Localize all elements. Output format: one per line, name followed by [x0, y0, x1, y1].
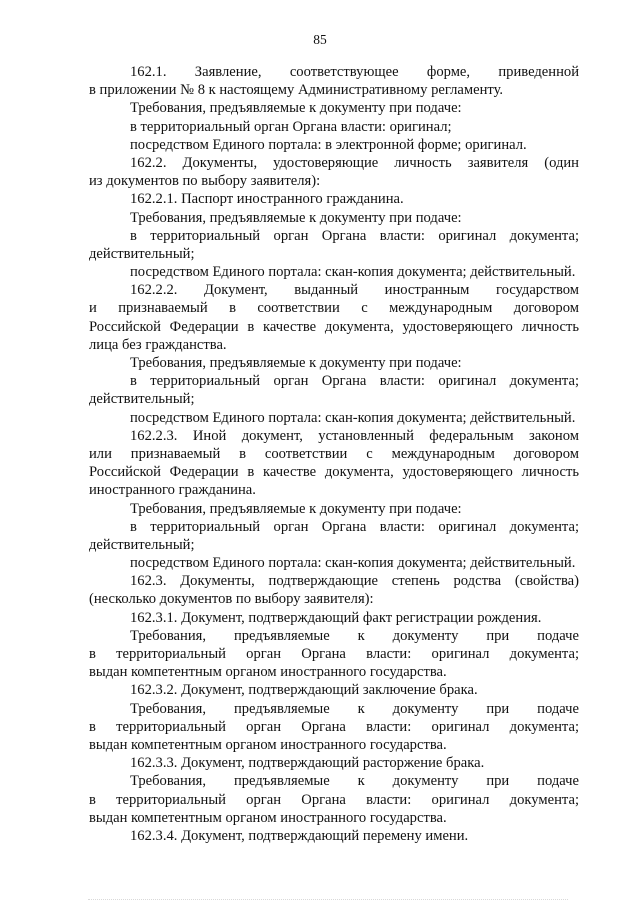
text-line: 162.2.2. Документ, выданный иностранным государством: [130, 282, 579, 299]
text-line: 162.3. Документы, подтверждающие степень родства (свойства): [130, 573, 579, 590]
text-line: Требования, предъявляемые к документу при подаче:: [130, 355, 462, 371]
text-line: Требования, предъявляемые к документу при подаче: [130, 700, 579, 717]
page-number: 85: [313, 32, 327, 47]
text-line: (несколько документов по выбору заявителя):: [89, 591, 374, 608]
text-line: выдан компетентным органом иностранного государства.: [89, 736, 447, 753]
text-line: Требования, предъявляемые к документу при подаче:: [130, 500, 462, 517]
text-line: в территориальный орган Органа власти: оригинал документа;: [89, 791, 579, 808]
text-line: в территориальный орган Органа власти: оригинал документа;: [89, 718, 579, 735]
text-line: Российской Федерации в качестве документа, удостоверяющего личность: [89, 464, 579, 481]
text-line: действительный;: [89, 536, 195, 553]
text-line: действительный;: [89, 391, 195, 408]
text-line: 162.3.1. Документ, подтверждающий факт регистрации рождения.: [130, 609, 542, 626]
text-line: 162.2. Документы, удостоверяющие личность заявителя (один: [130, 154, 579, 171]
text-line: действительный;: [89, 245, 195, 262]
text-line: иностранного гражданина.: [89, 482, 256, 499]
text-line: посредством Единого портала: в электронной форме; оригинал.: [130, 136, 527, 153]
text-line: Требования, предъявляемые к документу при подаче:: [130, 209, 462, 226]
text-line: в территориальный орган Органа власти: оригинал документа;: [130, 518, 579, 535]
text-line: Требования, предъявляемые к документу при подаче: [130, 773, 579, 790]
text-line: в территориальный орган Органа власти: оригинал;: [130, 118, 452, 135]
text-line: в территориальный орган Органа власти: оригинал документа;: [130, 373, 579, 390]
document-body: [89, 63, 579, 845]
text-line: или признаваемый в соответствии с международным договором: [89, 445, 579, 462]
text-line: и признаваемый в соответствии с международным договором: [89, 300, 579, 317]
text-line: в территориальный орган Органа власти: оригинал документа;: [130, 227, 579, 244]
text-line: лица без гражданства.: [89, 336, 227, 353]
text-line: выдан компетентным органом иностранного государства.: [89, 809, 447, 826]
text-line: 162.2.3. Иной документ, установленный федеральным законом: [130, 427, 579, 444]
text-line: выдан компетентным органом иностранного государства.: [89, 664, 447, 681]
text-line: посредством Единого портала: скан-копия документа; действительный.: [130, 555, 576, 572]
text-line: в приложении № 8 к настоящему Административному регламенту.: [89, 82, 504, 99]
text-line: в территориальный орган Органа власти: оригинал документа;: [89, 646, 579, 662]
text-line: Требования, предъявляемые к документу при подаче:: [130, 100, 462, 117]
text-line: посредством Единого портала: скан-копия документа; действительный.: [130, 264, 576, 281]
text-line: посредством Единого портала: скан-копия документа; действительный.: [130, 409, 576, 426]
text-line: 162.2.1. Паспорт иностранного гражданина.: [130, 191, 404, 208]
text-line: 162.3.3. Документ, подтверждающий расторжение брака.: [130, 755, 485, 772]
text-line: Российской Федерации в качестве документа, удостоверяющего личность: [89, 318, 579, 335]
text-line: 162.3.2. Документ, подтверждающий заключение брака.: [130, 682, 478, 699]
text-line: 162.1. Заявление, соответствующее форме, приведенной: [130, 64, 579, 80]
text-line: из документов по выбору заявителя):: [89, 173, 321, 190]
text-line: 162.3.4. Документ, подтверждающий перемену имени.: [130, 827, 469, 844]
text-line: Требования, предъявляемые к документу при подаче: [130, 627, 579, 644]
scan-edge-artifact: [88, 899, 568, 901]
